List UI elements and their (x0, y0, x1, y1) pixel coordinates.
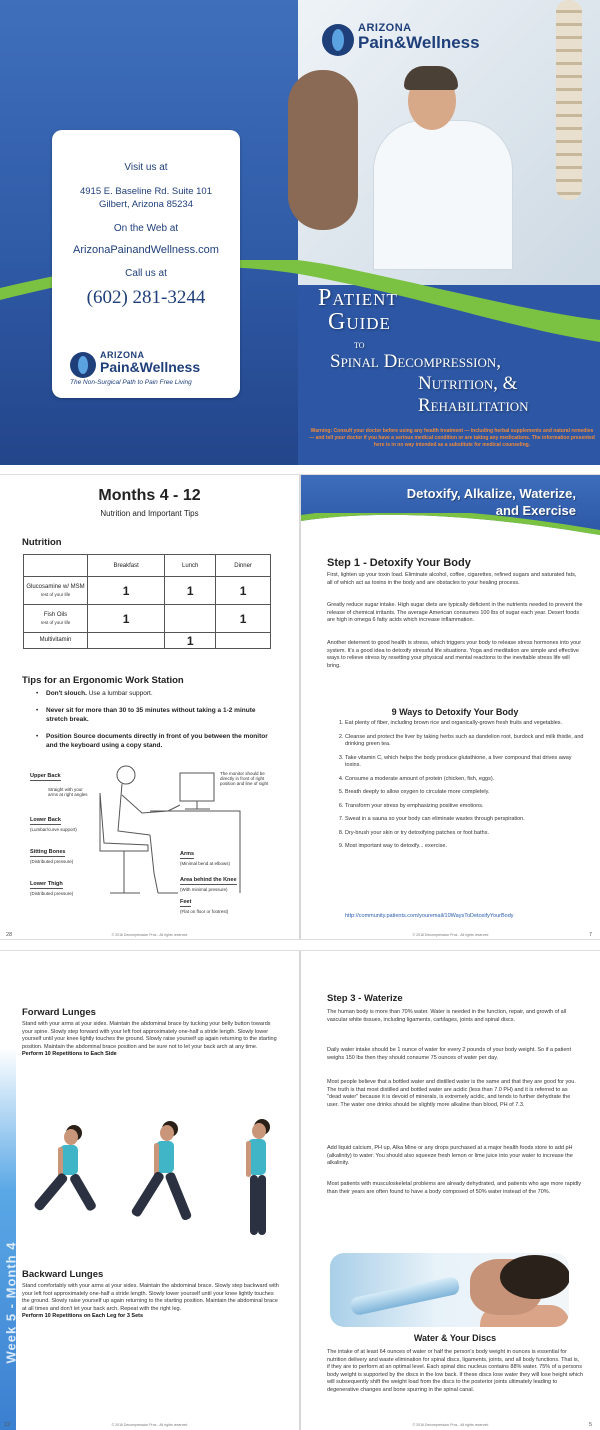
paragraph: The human body is more than 70% water. Water is needed in the function, repair, and growth of all vascular white tissues, including ligaments, cartilages, joints and spinal discs. (327, 1009, 567, 1023)
list-item (36, 732, 276, 750)
page-footer: © 2016 Decompression Pros - All rights reserved (111, 1423, 188, 1427)
paragraph: Add liquid calcium, PH up, Alka Mine or any drops purchased at a major health foods store to add pH (alkalinity) to water. You should also squeeze fresh lemon or lime juice into your water to increase the alkalinity. (327, 1145, 573, 1166)
label-upper-back: Upper Back (30, 773, 61, 779)
backward-lunges-heading: Backward Lunges (22, 1269, 104, 1280)
instructions: Stand comfortably with your arms at your sides. Maintain the abdominal brace. Slowly step backward with your left foot approximately one-half a stride length. Slowly lower yourself until your knee lightly touches the ground. Slowly raise yourself up again returning to the starting position. Maintain the abdominal brace at all times and don't let your back arch. Repeat with the right leg. (22, 1283, 279, 1312)
forward-lunges-text (22, 1021, 280, 1059)
cover-spread (0, 0, 600, 465)
list-item: 6. Transform your stress by emphasizing positive emotions. (345, 803, 585, 811)
logo-name-text: Pain&Wellness (358, 33, 480, 52)
page-footer: © 2016 Decompression Pros - All rights reserved (412, 933, 489, 937)
col-header: Lunch (165, 555, 216, 577)
table-row (24, 633, 271, 649)
page-number: 7 (588, 932, 592, 938)
page-number: 28 (6, 932, 13, 938)
detox-link[interactable]: http://community.patients.com/youremail/10WaysToDetoxifyYourBody (345, 913, 514, 919)
medical-warning: Warning: Consult your doctor before using any health treatment — including herbal supplements and natural remedies — and tell your doctor if you have a serious medical condition or are taking any medications. The information presented here is in no way intended as a substitute for medical counseling. (309, 428, 595, 448)
instructions: Stand with your arms at your sides. Maintain the abdominal brace by tucking your belly button towards your spine. Slowly step forward with your left foot approximately one-half a stride length. Slowly lower yourself until your knee lightly touches the ground. Slowly raise yourself up again returning to the starting position. Maintain the abdominal brace position and be sure not to let your back arch at any time. (22, 1021, 277, 1050)
tip-bold: Position Source documents directly in front of you between the monitor and the keyboard using a copy stand. (46, 733, 268, 749)
detox-page (301, 475, 600, 940)
logo-tagline: The Non-Surgical Path to Pain Free Living (70, 379, 192, 386)
list-item: 9. Most important way to detoxify... exercise. (345, 843, 585, 851)
page-number: 5 (588, 1422, 592, 1428)
cover-title (300, 285, 600, 425)
figure-head (160, 1125, 174, 1141)
ergonomic-diagram (30, 753, 280, 928)
call-label: Call us at (125, 268, 167, 279)
label-sitting-bones: Sitting Bones (30, 849, 66, 855)
visit-label: Visit us at (124, 162, 168, 173)
page-footer: © 2016 Decompression Pros - All rights reserved (111, 933, 188, 937)
label-arms: Arms (180, 851, 195, 857)
note-sitting-bones: (Distributed pressure) (30, 859, 74, 864)
figure-leg (33, 1172, 69, 1212)
list-item: 8. Dry-brush your skin or try detoxifying patches or foot baths. (345, 830, 585, 838)
banner-title: Detoxify, Alkalize, Waterize, and Exercise (406, 486, 576, 518)
label-lower-thigh: Lower Thigh (30, 881, 63, 887)
label-knee: Area behind the Knee (180, 877, 237, 883)
lunge-illustration (22, 1119, 282, 1259)
step1-heading: Step 1 - Detoxify Your Body (327, 557, 471, 569)
list-item (36, 689, 276, 698)
photo-caption: Water & Your Discs (413, 1333, 497, 1343)
contact-card (52, 130, 240, 398)
table-cell: 1 (165, 577, 216, 605)
reps-text: Perform 10 Repetitions on Each Leg for 3 Sets (22, 1313, 144, 1319)
logo-top-text: ARIZONA (358, 22, 412, 34)
row-note: rest of your life (40, 591, 71, 597)
tip-bold: Never sit for more than 30 to 35 minutes without taking a 1-2 minute stretch break. (46, 707, 256, 723)
doctor-coat (373, 120, 513, 270)
ways-heading: 9 Ways to Detoxify Your Body (391, 707, 519, 717)
title-line2: Guide (328, 309, 391, 335)
months-page (0, 475, 299, 940)
tip-bold: Don't slouch. (46, 690, 87, 697)
paragraph: The intake of at least 64 ounces of water or half the person's body weight in ounces is essential for nutrition delivery and waste elimination for spinal discs, ligaments, joints, and all body functions. That is, if they are to perform at an optimal level. Each spinal disc nucleus contains 88% water. 75% of a persons body weight is supported by the discs in the low back. If these discs lose water they will lose height which will subsequently shift the weight load from the discs to the posterior joints ultimately leading to degenerative changes and bone spurring in the spinal canal. (327, 1349, 583, 1393)
logo-mark-icon (322, 24, 354, 56)
note-upper-back: Straight with your arms at right angles (48, 787, 88, 797)
page-footer: © 2016 Decompression Pros - All rights reserved (412, 1423, 489, 1427)
patient-figure (288, 70, 358, 230)
paragraph: Daily water intake should be 1 ounce of water for every 2 pounds of your body weight. So if a patient weighs 150 lbs then they should consume 75 ounces of water per day. (327, 1047, 571, 1061)
row-name: Fish Oils (43, 611, 68, 618)
paragraph: Greatly reduce sugar intake. High sugar diets are typically deficient in the nutrients needed to prevent the release of chemical irritants. The average American consumes 100 lbs of sugar each year. Desert foods are high in omega 6 fatty acids which increase inflammation. (327, 602, 583, 623)
row-header: Multivitamin (24, 633, 88, 649)
list-item: 5. Breath deeply to allow oxygen to circulate more completely. (345, 789, 585, 797)
doctor-hair (404, 66, 458, 90)
title-line6: Rehabilitation (418, 395, 529, 416)
list-item: 2. Cleanse and protect the liver by taking herbs such as dandelion root, burdock and milk thistle, and drinking green tea. (345, 734, 585, 749)
list-item: 1. Eat plenty of fiber, including brown rice and organically-grown fresh fruits and vegetables. (345, 720, 585, 728)
table-cell: 1 (216, 605, 271, 633)
figure-head (64, 1129, 78, 1145)
col-header: Breakfast (88, 555, 165, 577)
table-cell (216, 633, 271, 649)
web-label: On the Web at (113, 223, 179, 234)
nutrition-detox-spread (0, 474, 600, 940)
table-cell (88, 633, 165, 649)
table-cell: 1 (216, 577, 271, 605)
title-line3: to (354, 337, 365, 351)
figure-leg (130, 1170, 165, 1218)
figure-head (252, 1123, 266, 1139)
row-header (24, 605, 88, 633)
note-feet: (Flat on floor or footrest) (180, 909, 229, 914)
figure-leg (250, 1175, 258, 1235)
waterize-page (301, 951, 600, 1430)
page-number: 12 (4, 1422, 11, 1428)
table-row (24, 577, 271, 605)
paragraph: Most patients with musculoskeletal problems are already dehydrated, and patients who age more rapidly than their years are often found to have a body composed of 50% water instead of the 70%. (327, 1181, 582, 1195)
list-item: 4. Consume a moderate amount of protein (chicken, fish, eggs). (345, 776, 585, 784)
paragraph: First, lighten up your toxin load. Eliminate alcohol, coffee, cigarettes, refined sugars and saturated fats, all of which act as toxins in the body and are obstacles to your healing process. (327, 572, 577, 586)
list-item (36, 706, 276, 724)
spine-model (556, 0, 582, 200)
table-corner (24, 555, 88, 577)
nutrition-table (23, 554, 271, 649)
row-note: rest of your life (40, 619, 71, 625)
note-arms: (Minimal bend at elbows) (180, 861, 231, 866)
address (52, 185, 240, 211)
forward-lunges-heading: Forward Lunges (22, 1007, 96, 1018)
nutrition-heading: Nutrition (22, 537, 62, 548)
list-item: 3. Take vitamin C, which helps the body produce glutathione, a liver compound that drives away toxins. (345, 755, 585, 770)
table-cell: 1 (88, 577, 165, 605)
lunges-page (0, 951, 299, 1430)
address-line1: 4915 E. Baseline Rd. Suite 101 (79, 186, 213, 197)
row-name: Glucosamine w/ MSM (26, 583, 85, 590)
website-link[interactable]: ArizonaPainandWellness.com (73, 244, 219, 256)
logo-top-text: ARIZONA (100, 350, 145, 360)
drinking-water-photo (330, 1253, 569, 1327)
address-line2: Gilbert, Arizona 85234 (98, 199, 193, 210)
logo-mark-icon (70, 352, 96, 378)
label-lower-back: Lower Back (30, 817, 61, 823)
backward-lunges-text (22, 1283, 280, 1321)
note-lower-thigh: (Distributed pressure) (30, 891, 74, 896)
figure-leg (69, 1173, 98, 1213)
paragraph: Another deterrent to good health is stress, which triggers your body to release stress hormones into your system. It's a good idea to detoxify stressful life situations. Yoga and meditation are simple and effective ways to relieve stress by resetting your physical and mental reactions to the inevitable stress life will bring. (327, 640, 582, 669)
table-cell (165, 605, 216, 633)
page-title: Months 4 - 12 (98, 487, 201, 504)
title-line1: Patient (318, 285, 398, 311)
title-line4: Spinal Decompression, (330, 351, 502, 372)
row-header (24, 577, 88, 605)
table-cell: 1 (165, 633, 216, 649)
logo-name-text: Pain&Wellness (100, 359, 201, 375)
water-bottle (349, 1276, 460, 1316)
ergonomic-tips (36, 689, 276, 758)
detox-banner (301, 475, 600, 541)
step3-heading: Step 3 - Waterize (327, 993, 403, 1004)
figure-leg (164, 1171, 192, 1221)
reps-text: Perform 10 Repetitions to Each Side (22, 1051, 117, 1057)
table-cell: 1 (88, 605, 165, 633)
tip-text: Use a lumbar support. (86, 690, 153, 697)
phone-number[interactable]: (602) 281-3244 (86, 287, 206, 308)
paragraph: Most people believe that a bottled water and distilled water is the same and that they are good for you. The truth is that most distilled and bottled water are acidic (less than 7.0 PH) and it is referred to as "dead water" because it is devoid of minerals, is extremely acidic, and tends to further dehydrate the user. The water one drinks should be slightly more alkaline than blood, PH of 7.3. (327, 1079, 576, 1108)
person-hair (500, 1255, 569, 1299)
figure-leg (258, 1175, 266, 1235)
col-header: Dinner (216, 555, 271, 577)
figure-arm (246, 1141, 251, 1177)
list-item: 7. Sweat in a sauna so your body can eliminate wastes through perspiration. (345, 816, 585, 824)
table-row (24, 605, 271, 633)
title-line5: Nutrition, & (418, 373, 518, 394)
side-tab-label: Week 5 - Month 4 (3, 1241, 19, 1364)
note-monitor: The monitor should be directly in front of right position and line of sight (220, 771, 269, 786)
cover-logo (322, 22, 522, 58)
exercise-water-spread (0, 950, 600, 1430)
label-feet: Feet (180, 899, 192, 905)
note-knee: (With minimal pressure) (180, 887, 228, 892)
card-logo (70, 350, 225, 390)
detox-ways-list (335, 720, 585, 857)
ergonomic-heading: Tips for an Ergonomic Work Station (22, 675, 184, 686)
page-subtitle: Nutrition and Important Tips (100, 509, 199, 518)
note-lower-back: (Lumbar/curve support) (30, 827, 77, 832)
